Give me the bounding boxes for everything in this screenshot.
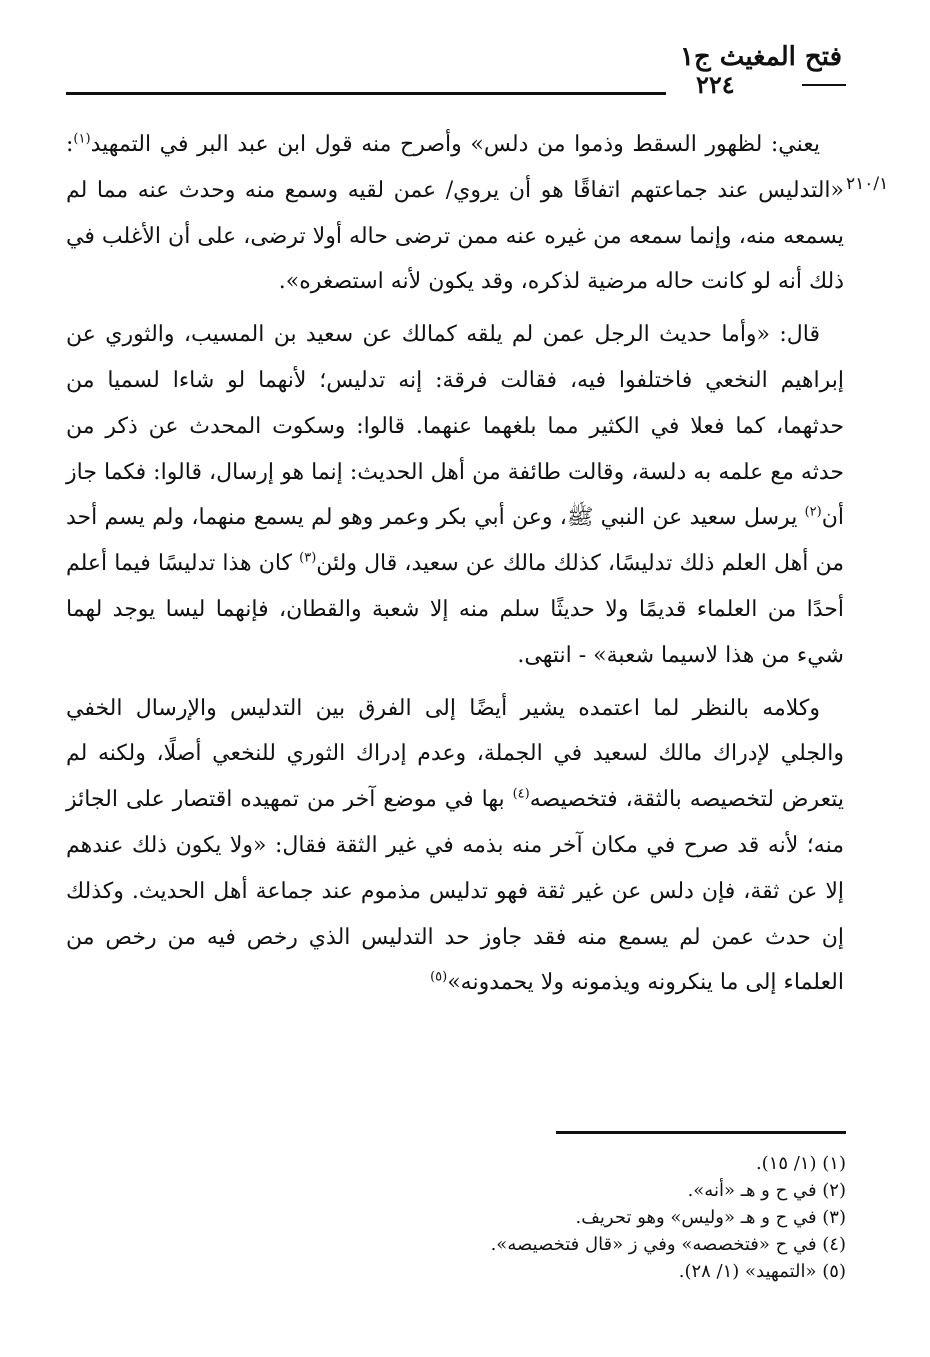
paragraph-3 (66, 686, 844, 1007)
header-rule (66, 92, 666, 95)
footnote-ref-5: (٥) (430, 970, 448, 986)
paragraph-1 (66, 122, 844, 305)
footnote-5: (٥) «التمهيد» (١/ ٢٨). (678, 1261, 846, 1282)
footnote-separator (556, 1131, 846, 1134)
page-header (66, 40, 846, 99)
footnote-4: (٤) في ح «فتخصصه» وفي ز «قال فتخصيصه». (490, 1234, 846, 1255)
paragraph-1-text-1: يعني: لظهور السقط وذموا من دلس» وأصرح منه قول ابن عبد البر في التمهيد (90, 132, 820, 157)
running-title: فتح المغيث ج١ (679, 42, 842, 72)
footnote-2: (٢) في ح و هـ «أنه». (687, 1180, 846, 1201)
footnote-ref-3: (٣) (299, 550, 317, 566)
paragraph-2 (66, 312, 844, 678)
paragraph-2-text-1: قال: «وأما حديث الرجل عمن لم يلقه كمالك عن سعيد بن المسيب، والثوري عن إبراهيم النخعي فاختلفوا فيه، فقالت فرقة: إنه تدليس؛ لأنهما لو شاءا لسميا من حدثهما، كما فعلا في الكثير مما بلغهما عنهما. قالوا: وسكوت المحدث عن ذكر من حدثه مع علمه به دلسة، وقالت طائفة من أهل الحديث: إنما هو إرسال، قالوا: فكما جاز أن (66, 322, 844, 531)
paragraph-1-text-2: : «التدليس عند جماعتهم اتفاقًا هو أن يروي/ عمن لقيه وسمع منه وحدث عنه مما لم يسمعه منه، وإنما سمعه من غيره عنه ممن ترضى حاله أولا ترضى، على أن الأغلب في ذلك أنه لو كانت حاله مرضية لذكره، وقد يكون لأنه استصغره». (66, 132, 844, 295)
margin-reference: ٢١٠/١ (846, 174, 889, 194)
paragraph-3-text-2: بها في موضع آخر من تمهيده اقتصار على الجائز منه؛ لأنه قد صرح في مكان آخر منه بذمه في غير الثقة فقال: «ولا يكون ذلك عندهم إلا عن ثقة، فإن دلس عن غير ثقة فهو تدليس مذموم عند جماعة أهل الحديث. وكذلك إن حدث عمن لم يسمع منه فقد جاوز حد التدليس الذي رخص فيه من رخص من العلماء إلى ما ينكرونه ويذمونه ولا يحمدونه» (66, 787, 844, 996)
main-text (66, 122, 844, 1013)
page-number: ٢٢٤ (696, 70, 735, 99)
footnotes (300, 1150, 846, 1285)
paragraph-2-text-3: كان هذا تدليسًا فيما أعلم أحدًا من العلماء قديمًا ولا حديثًا سلم منه إلا شعبة والقطان، فإنهما ليسا يوجد لهما شيء من هذا لاسيما شعبة» - انتهى. (66, 551, 844, 668)
footnote-3: (٣) في ح و هـ «وليس» وهو تحريف. (575, 1207, 846, 1228)
paragraph-2-text-2: يرسل سعيد عن النبي ﷺ، وعن أبي بكر وعمر وهو لم يسمع منهما، ولم يسم أحد من أهل العلم ذلك تدليسًا، كذلك مالك عن سعيد، قال ولئن (66, 505, 844, 577)
footnote-ref-2: (٢) (804, 505, 822, 521)
footnote-ref-1: (١) (73, 131, 91, 147)
paragraph-3-text-1: وكلامه بالنظر لما اعتمده يشير أيضًا إلى الفرق بين التدليس والإرسال الخفي والجلي لإدراك مالك لسعيد في الجملة، وعدم إدراك الثوري للنخعي أصلًا، ولكنه لم يتعرض لتخصيصه بالثقة، فتخصيصه (66, 695, 844, 813)
footnote-ref-4: (٤) (512, 786, 530, 802)
footnote-1: (١) (١/ ١٥). (755, 1153, 846, 1174)
header-rule-short (802, 84, 846, 86)
